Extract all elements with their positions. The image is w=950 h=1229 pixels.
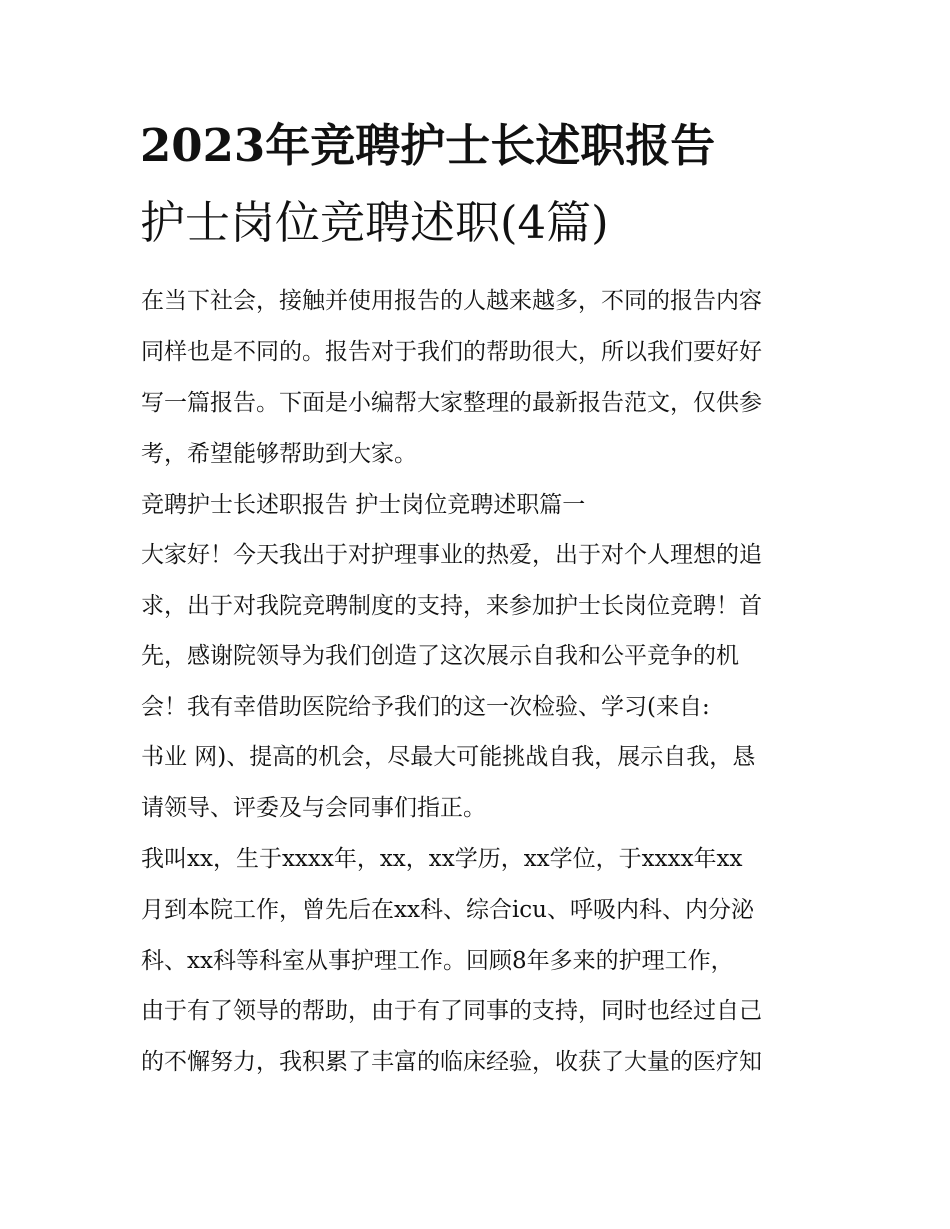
intro-line: 同样也是不同的。报告对于我们的帮助很大，所以我们要好好 xyxy=(141,339,762,365)
paragraph-line: 书业 网)、提高的机会，尽最大可能挑战自我，展示自我，恳 xyxy=(141,744,756,770)
document-title-line-2: 护士岗位竞聘述职(4篇) xyxy=(140,196,609,249)
section-heading: 竞聘护士长述职报告 护士岗位竞聘述职篇一 xyxy=(141,492,586,518)
paragraph-line: 先，感谢院领导为我们创造了这次展示自我和公平竞争的机 xyxy=(141,643,739,669)
paragraph-line: 求，出于对我院竞聘制度的支持，来参加护士长岗位竞聘！首 xyxy=(141,593,762,619)
paragraph-line: 科、xx科等科室从事护理工作。回顾8年多来的护理工作， xyxy=(141,948,734,974)
paragraph-line: 由于有了领导的帮助，由于有了同事的支持，同时也经过自己 xyxy=(141,998,762,1024)
intro-line: 写一篇报告。下面是小编帮大家整理的最新报告范文，仅供参 xyxy=(141,390,762,416)
paragraph-line: 大家好！今天我出于对护理事业的热爱，出于对个人理想的追 xyxy=(141,542,762,568)
paragraph-line: 的不懈努力，我积累了丰富的临床经验，收获了大量的医疗知 xyxy=(141,1049,762,1075)
document-title-line-1: 2023年竞聘护士长述职报告 xyxy=(140,119,716,172)
intro-line: 在当下社会，接触并使用报告的人越来越多，不同的报告内容 xyxy=(141,288,762,314)
paragraph-line: 我叫xx，生于xxxx年，xx，xx学历，xx学位，于xxxx年xx xyxy=(141,846,743,872)
paragraph-line: 请领导、评委及与会同事们指正。 xyxy=(141,795,486,821)
intro-line: 考，希望能够帮助到大家。 xyxy=(141,441,417,467)
paragraph-line: 会！我有幸借助医院给予我们的这一次检验、学习(来自: xyxy=(141,694,710,720)
paragraph-line: 月到本院工作，曾先后在xx科、综合icu、呼吸内科、内分泌 xyxy=(141,897,754,923)
